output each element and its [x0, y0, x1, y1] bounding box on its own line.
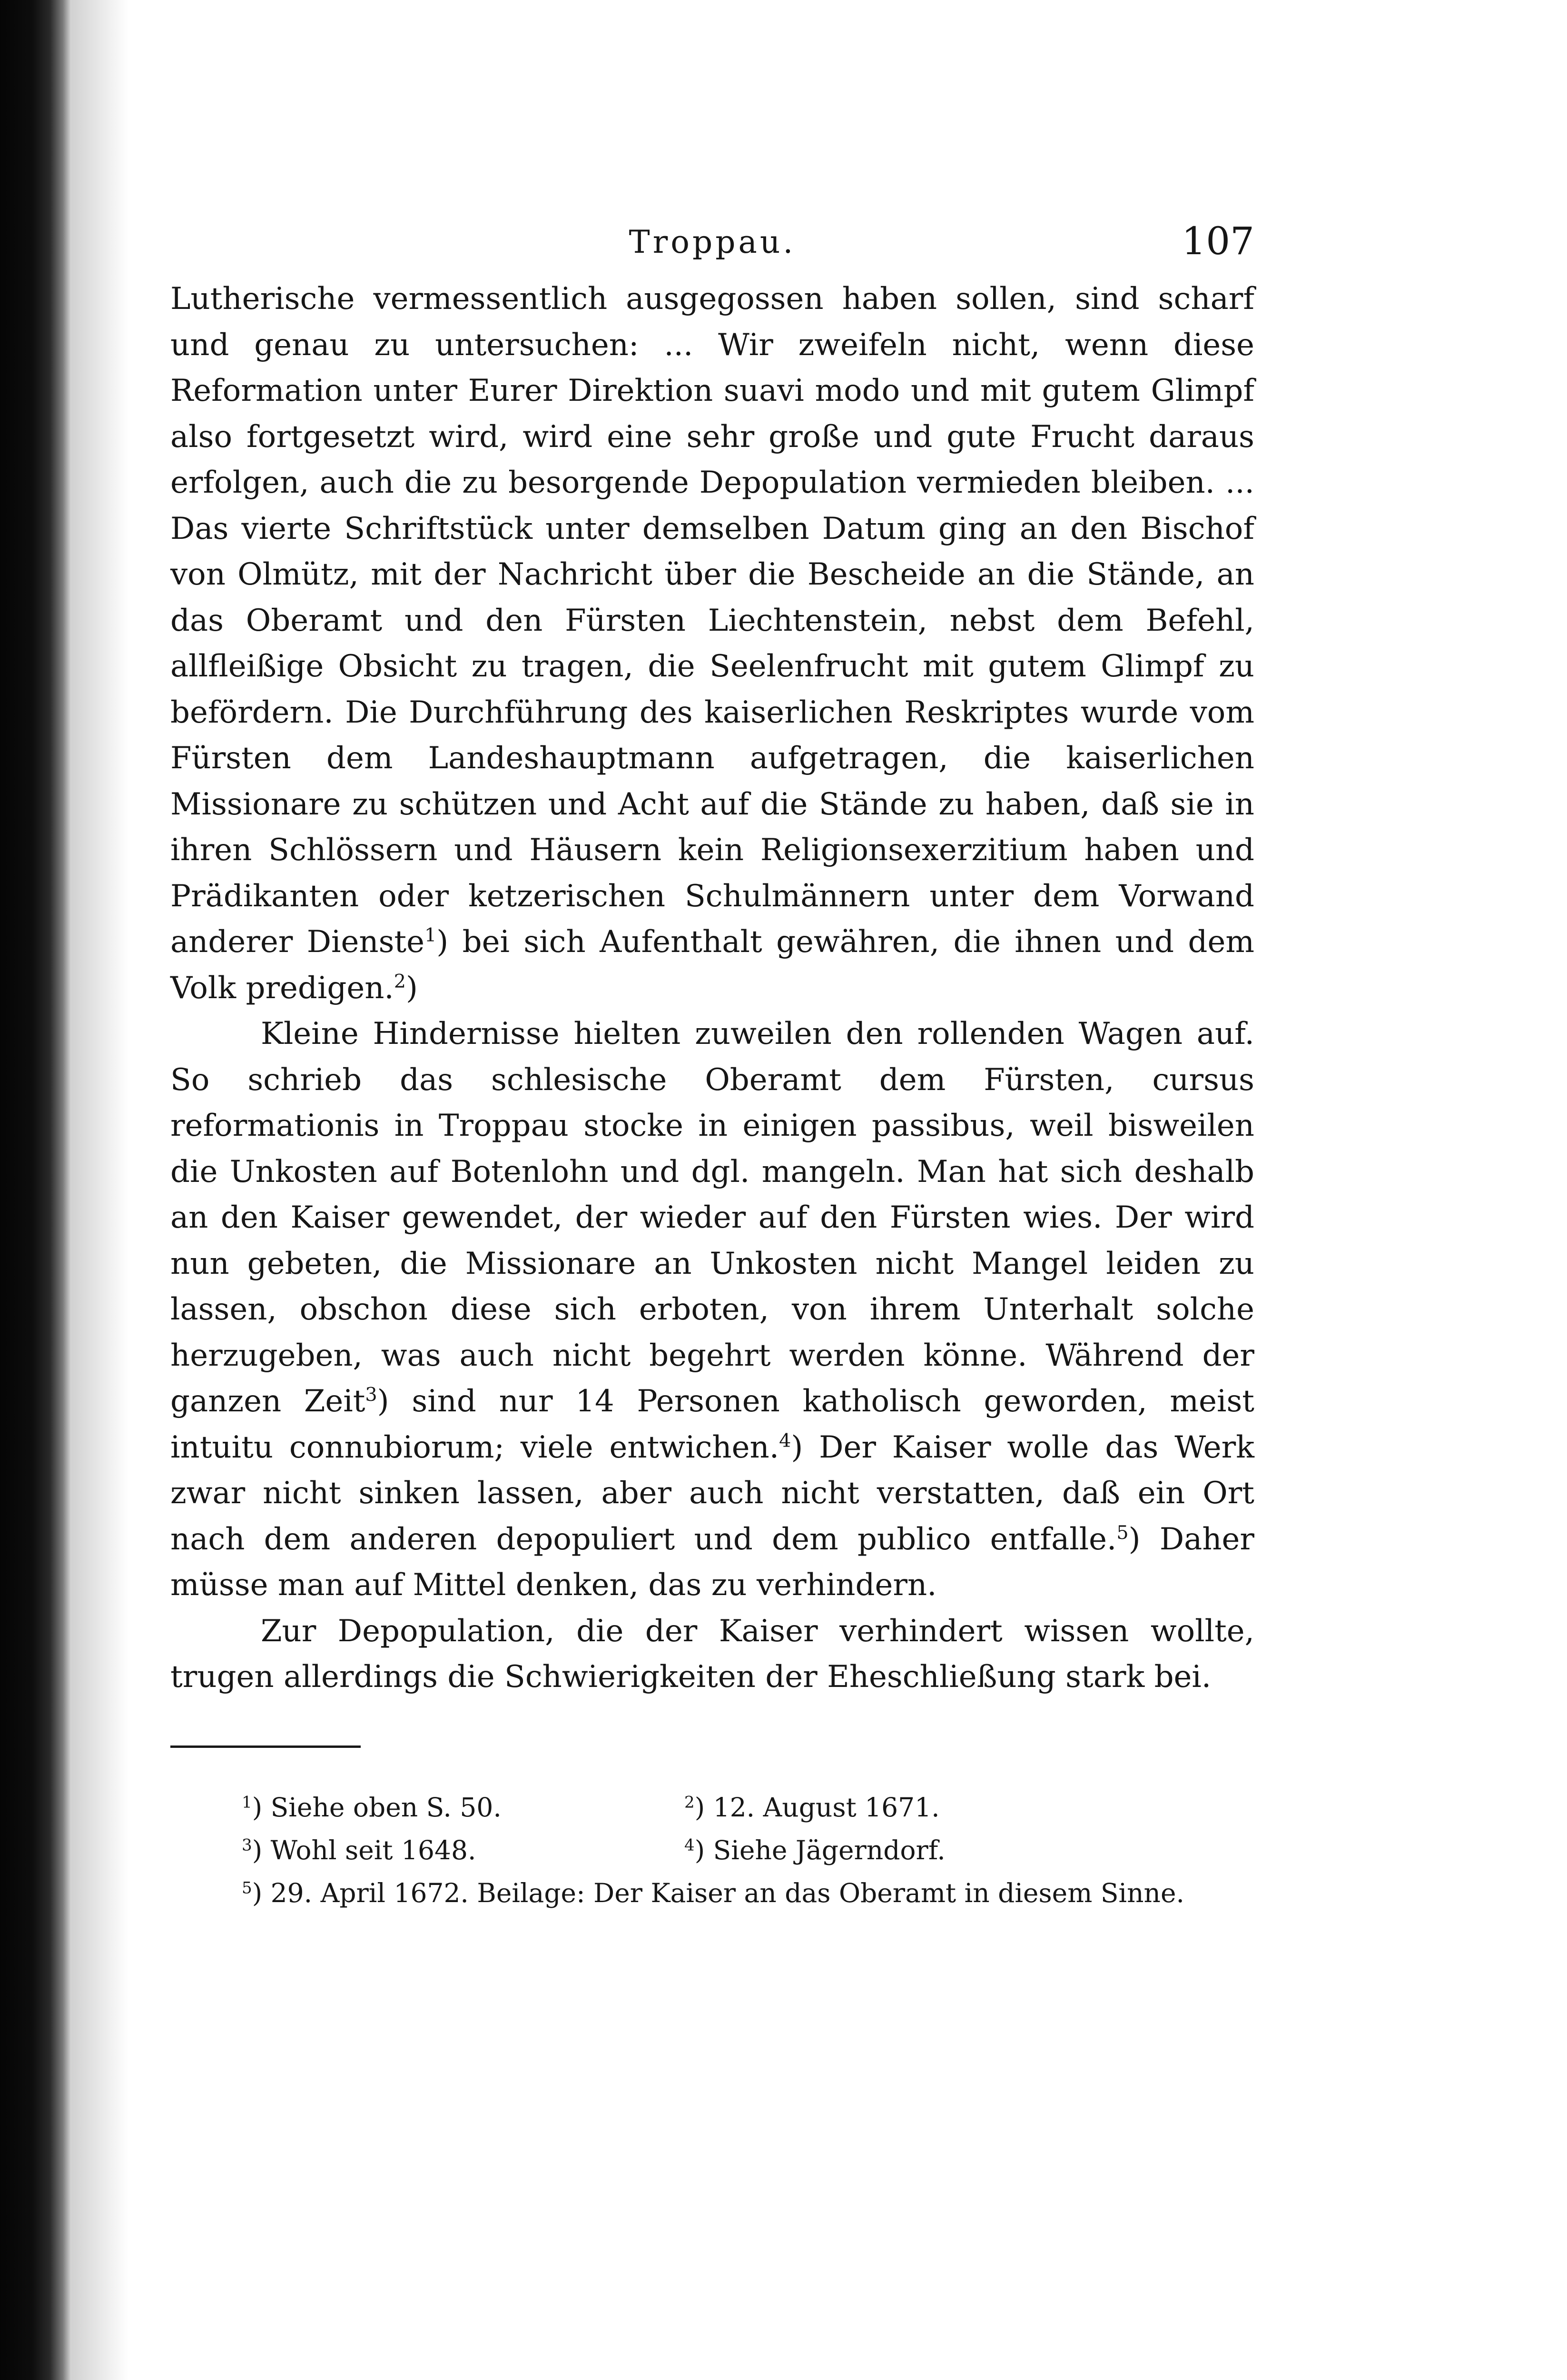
- paragraph-text: ): [406, 970, 418, 1006]
- footnote-mark: 5: [242, 1878, 252, 1897]
- paragraph: [170, 1011, 1254, 1608]
- scan-binding-edge: [0, 0, 71, 2380]
- running-title: Troppau.: [629, 224, 796, 260]
- paragraph-text: ) sind nur 14 Personen katholisch geworden, meist intuitu connubiorum; viele entwichen.: [170, 1384, 1255, 1465]
- footnote-mark: 2: [684, 1792, 695, 1812]
- paragraph: [170, 1608, 1254, 1700]
- paragraph-text: ) Der Kaiser wolle das Werk zwar nicht sinken lassen, aber auch nicht verstatten, daß ein Ort nach dem anderen depopuliert und dem publico entfalle.: [170, 1429, 1255, 1557]
- paragraph-text: ) Daher müsse man auf Mittel denken, das zu verhindern.: [170, 1521, 1254, 1603]
- paragraph-text: Kleine Hindernisse hielten zuweilen den rollenden Wagen auf. So schrieb das schlesische Oberamt dem Fürsten, cursus reformationis in Troppau stocke in einigen passibus, weil bisweilen die Unkosten auf Botenlohn und dgl. mangeln. Man hat sich deshalb an den Kaiser gewendet, der wieder auf den Fürsten wies. Der wird nun gebeten, die Missionare an Unkosten nicht Mangel leiden zu lassen, obschon diese sich erboten, von ihrem Unterhalt solche herzugeben, was auch nicht begehrt werden könne. Während der ganzen Zeit: [170, 1016, 1254, 1419]
- footnote-mark: 1: [242, 1792, 252, 1812]
- paragraph-text: Lutherische vermessentlich ausgegossen haben sollen, sind scharf und genau zu untersuchen: ... Wir zweifeln nicht, wenn diese Reformation unter Eurer Direktion suavi modo und mit gutem Glimpf also fortgesetzt wird, wird eine sehr große und gute Frucht daraus erfolgen, auch die zu besorgende Depopulation vermieden bleiben. ... Das vierte Schriftstück unter demselben Datum ging an den Bischof von Olmütz, mit der Nachricht über die Bescheide an die Stände, an das Oberamt und den Fürsten Liechtenstein, nebst dem Befehl, allfleißige Obsicht zu tragen, die Seelenfrucht mit gutem Glimpf zu befördern. Die Durchführung des kaiserlichen Reskriptes wurde vom Fürsten dem Landeshauptmann aufgetragen, die kaiserlichen Missionare zu schützen und Acht auf die Stände zu haben, daß sie in ihren Schlössern und Häusern kein Religionsexerzitium haben und Prädikanten oder ketzerischen Schulmännern unter dem Vorwand anderer Dienste: [170, 281, 1254, 960]
- page-number: 107: [1182, 219, 1254, 263]
- footnote-text: ) 12. August 1671.: [694, 1792, 940, 1823]
- footnote: [684, 1786, 1198, 1829]
- footnote-mark: 3: [242, 1835, 252, 1854]
- footnote-row: [170, 1786, 1254, 1829]
- footnote-mark: 4: [684, 1835, 695, 1854]
- paragraph-text: Zur Depopulation, die der Kaiser verhindert wissen wollte, trugen allerdings die Schwierigkeiten der Eheschließung stark bei.: [170, 1613, 1254, 1695]
- footnote: [170, 1829, 684, 1872]
- paragraph-text: ) bei sich Aufenthalt gewähren, die ihnen und dem Volk predigen.: [170, 924, 1255, 1006]
- footnote-ref: 3: [365, 1384, 377, 1406]
- footnote-text: ) 29. April 1672. Beilage: Der Kaiser an das Oberamt in diesem Sinne.: [252, 1877, 1185, 1908]
- footnote: [684, 1829, 1198, 1872]
- scan-binding-shadow: [71, 0, 128, 2380]
- footnote-separator: [170, 1745, 361, 1748]
- footnote-ref: 1: [424, 924, 437, 947]
- footnotes: [170, 1786, 1254, 1914]
- footnote-text: ) Siehe Jägerndorf.: [694, 1835, 946, 1865]
- footnote-ref: 2: [394, 970, 406, 992]
- footnote-ref: 4: [779, 1429, 791, 1452]
- footnote-row: [170, 1829, 1254, 1872]
- footnote-text: ) Wohl seit 1648.: [252, 1835, 476, 1865]
- footnote: [170, 1872, 1254, 1914]
- paragraph: [170, 276, 1254, 1011]
- footnote-ref: 5: [1116, 1521, 1129, 1544]
- body-text: [170, 276, 1254, 1700]
- page-header: [170, 209, 1254, 276]
- footnote-text: ) Siehe oben S. 50.: [252, 1792, 502, 1823]
- footnote: [170, 1786, 684, 1829]
- book-page: [170, 209, 1254, 1914]
